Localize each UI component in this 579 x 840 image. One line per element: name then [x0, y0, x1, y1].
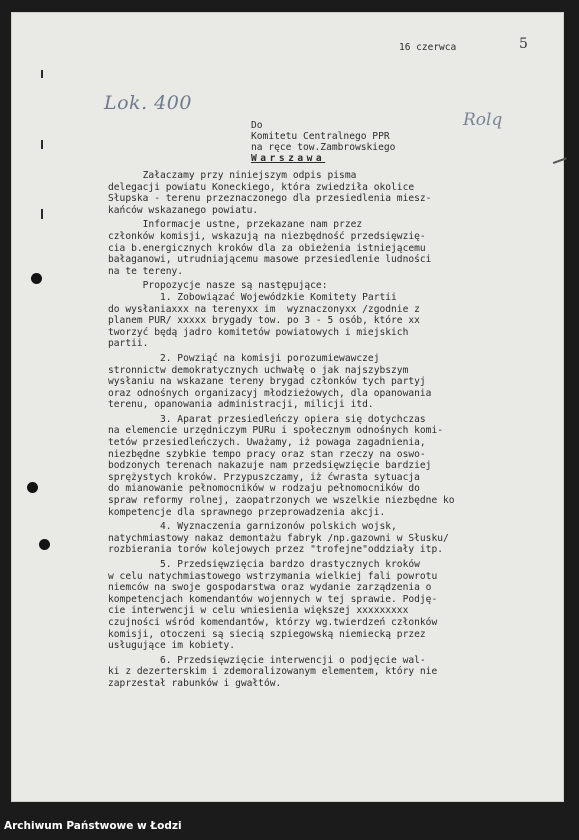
- text-line: planem PUR/ xxxxx brygady tow. po 3 - 5 osób, które xx: [108, 315, 420, 327]
- text-line: 3. Aparat przesiedleńczy opiera się dotychczas: [108, 413, 426, 425]
- text-line: 4. Wyznaczenia garnizonów polskich wojsk,: [108, 521, 397, 533]
- text-line: komisji, otoczeni są siecią szpiegowską niemiecką przez: [108, 628, 426, 640]
- text-line: tworzyć będą jadro komitetów powiatowych i miejskich: [108, 326, 409, 338]
- pencil-mark: [549, 148, 566, 164]
- text-line: natychmiastowy nakaz demontażu fabryk /np.gazowni w Słusku/: [108, 532, 449, 544]
- letter-paragraph: [108, 655, 548, 690]
- address-line: Komitetu Centralnego PPR: [251, 131, 390, 142]
- document-date: 16 czerwca: [399, 42, 457, 53]
- text-line: kańców wskazanego powiatu.: [108, 204, 259, 216]
- text-line: sprężystych kroków. Przypuszczamy, iż ćwrasta sytuacja: [108, 471, 420, 483]
- text-line: ki z dezerterskim i zdemoralizowanym elementem, który nie: [108, 666, 438, 678]
- letter-paragraph: [108, 219, 548, 277]
- text-line: stronnictw demokratycznych uchwałę o jak najszybszym: [108, 364, 409, 376]
- margin-mark: [41, 209, 43, 219]
- text-line: członków komisji, wskazują na niezbędność przedsięwzię-: [108, 230, 426, 242]
- letter-paragraph: [108, 414, 548, 518]
- archive-label: Archiwum Państwowe w Łodzi: [4, 820, 182, 832]
- text-line: na te tereny.: [108, 265, 184, 277]
- text-line: oraz odnośnych organizacyj młodzieżowych, dla opanowania: [108, 387, 432, 399]
- text-line: do wysłaniaxxx na terenyxx im wyznaczonyxx /zgodnie z: [108, 303, 420, 315]
- text-line: cia b.energicznych kroków dla za obieżenia istniejącemu: [108, 242, 426, 254]
- letter-paragraph: [108, 170, 548, 216]
- punch-hole: [39, 539, 50, 550]
- text-line: Informacje ustne, przekazane nam przez: [108, 219, 363, 231]
- text-line: rozbierania torów kolejowych przez "trofejne"oddziały itp.: [108, 544, 444, 556]
- text-line: terenu, opanowania administracji, milicji itd.: [108, 399, 374, 411]
- text-line: spraw reformy rolnej, zaopatrzonych we wszelkie niezbędne ko: [108, 495, 455, 507]
- punch-hole: [27, 482, 38, 493]
- text-line: 2. Powziąć na komisji porozumiewawczej: [108, 352, 380, 364]
- text-line: na elemencie urzędniczym PURu i społecznym odnośnych komi-: [108, 425, 444, 437]
- text-line: czujności wśród komendantów, którzy wg.twierdzeń członków: [108, 616, 438, 628]
- text-line: niemców na swoje gospodarstwa oraz wydanie zarządzenia o: [108, 582, 432, 594]
- text-line: kompetencje dla sprawnego przeprowadzenia akcji.: [108, 506, 386, 518]
- text-line: Propozycje nasze są następujące:: [108, 280, 328, 292]
- address-line: na ręce tow.Zambrowskiego: [251, 142, 396, 153]
- text-line: niezbędne szybkie tempo pracy oraz stan rzeczy na oswo-: [108, 448, 426, 460]
- document-page: [11, 12, 564, 802]
- address-line: Do: [251, 120, 263, 131]
- handwritten-signature: Rolq: [463, 110, 503, 130]
- text-line: delegacji powiatu Koneckiego, która zwiedziła okolice: [108, 181, 415, 193]
- text-line: Słupska - terenu przeznaczonego dla przesiedlenia miesz-: [108, 193, 432, 205]
- text-line: bałaganowi, utrudniającemu masowe przesiedlenie ludności: [108, 254, 432, 266]
- letter-paragraph: [108, 353, 548, 411]
- letter-body: [108, 170, 548, 693]
- address-city: Warszawa: [251, 153, 326, 164]
- text-line: zaprzestał rabunków i gwałtów.: [108, 677, 282, 689]
- text-line: do mianowanie pełnomocników w rodzaju pełnomocników do: [108, 483, 420, 495]
- page-number: 5: [519, 36, 528, 52]
- margin-mark: [41, 140, 43, 149]
- text-line: usługujące im kobiety.: [108, 640, 236, 652]
- text-line: 6. Przedsięwzięcie interwencji o podjęcie wal-: [108, 654, 426, 666]
- text-line: w celu natychmiastowego wstrzymania wielkiej fali powrotu: [108, 570, 438, 582]
- letter-paragraph: [108, 559, 548, 652]
- text-line: cie interwencji w celu wniesienia większej xxxxxxxxx: [108, 605, 409, 617]
- letter-paragraph: [108, 521, 548, 556]
- margin-mark: [41, 70, 43, 78]
- address-block: [251, 120, 395, 164]
- text-line: tetów przesiedleńczych. Uważamy, iż powaga zagadnienia,: [108, 437, 426, 449]
- text-line: bodzonych terenach nakazuje nam przedsięwzięcie bardziej: [108, 460, 432, 472]
- punch-hole: [31, 273, 42, 284]
- letter-paragraph: [108, 280, 548, 350]
- handwritten-reference: Lok. 400: [104, 92, 192, 114]
- text-line: kompetencjach komendantów wojennych w tej sprawie. Podję-: [108, 593, 438, 605]
- text-line: 1. Zobowiązać Wojewódzkie Komitety Partii: [108, 291, 397, 303]
- text-line: 5. Przedsięwzięcia bardzo drastycznych kroków: [108, 559, 420, 570]
- text-line: Załaczamy przy niniejszym odpis pisma: [108, 170, 357, 181]
- text-line: partii.: [108, 338, 149, 350]
- text-line: wysłaniu na wskazane tereny brygad członków tych partyj: [108, 376, 426, 388]
